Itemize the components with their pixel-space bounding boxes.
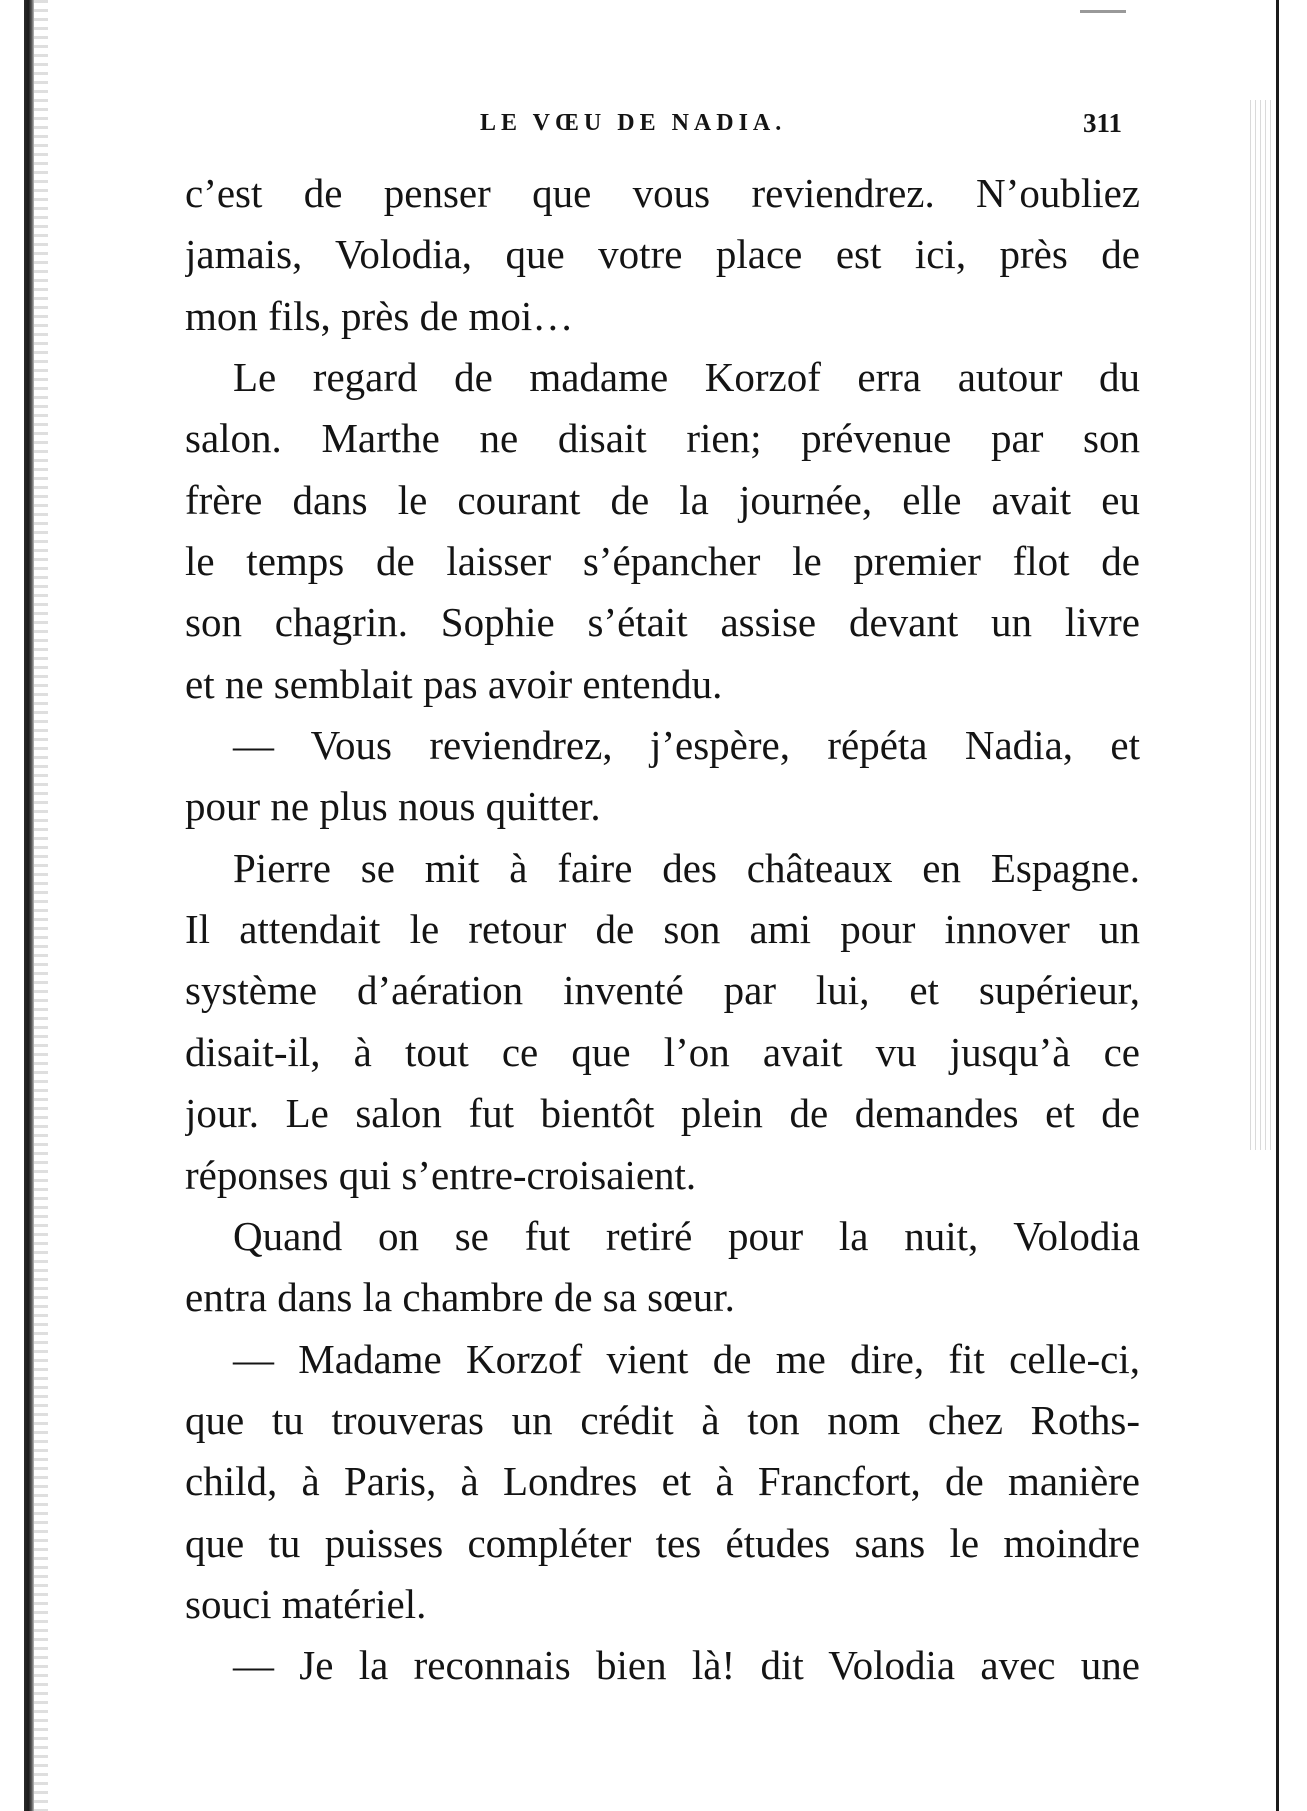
text-line: — Vous reviendrez, j’espère, répéta Nadia, et (233, 722, 1140, 769)
page-edge-line (1276, 0, 1279, 1811)
text-line: c’est de penser que vous reviendrez. N’oubliez (185, 170, 1140, 216)
text-line: — Je la reconnais bien là! dit Volodia avec une (233, 1642, 1140, 1689)
text-line: mon fils, près de moi… (185, 292, 574, 339)
page-edge-speckle (1250, 100, 1272, 1150)
page-number: 311 (1083, 108, 1123, 138)
text-line: que tu trouveras un crédit à ton nom chez Roths- (185, 1396, 1140, 1443)
text-line: salon. Marthe ne disait rien; prévenue par son (185, 415, 1140, 462)
text-line: jamais, Volodia, que votre place est ici, près de (185, 231, 1140, 278)
text-line: pour ne plus nous quitter. (185, 783, 601, 830)
text-line: — Madame Korzof vient de me dire, fit celle-ci, (233, 1335, 1140, 1382)
text-line: Le regard de madame Korzof erra autour du (233, 354, 1140, 401)
text-line: souci matériel. (185, 1580, 427, 1627)
scan-speck (1080, 10, 1126, 13)
text-line: frère dans le courant de la journée, elle avait eu (185, 476, 1140, 523)
text-line: jour. Le salon fut bientôt plein de demandes et de (185, 1090, 1140, 1137)
text-line: son chagrin. Sophie s’était assise devant un livre (185, 599, 1140, 646)
text-line: child, à Paris, à Londres et à Francfort, de manière (185, 1458, 1140, 1505)
text-line: Quand on se fut retiré pour la nuit, Volodia (233, 1212, 1140, 1259)
text-line: réponses qui s’entre-croisaient. (185, 1151, 697, 1198)
body-text (185, 163, 1140, 1697)
text-line: système d’aération inventé par lui, et supérieur, (185, 967, 1140, 1014)
text-line: Pierre se mit à faire des châteaux en Espagne. (233, 844, 1140, 891)
text-line: disait-il, à tout ce que l’on avait vu jusqu’à ce (185, 1028, 1140, 1075)
text-line: le temps de laisser s’épancher le premier flot de (185, 538, 1140, 585)
text-line: entra dans la chambre de sa sœur. (185, 1274, 735, 1321)
book-gutter (24, 0, 34, 1811)
text-line: que tu puisses compléter tes études sans le moindre (185, 1519, 1140, 1566)
running-head: LE VŒU DE NADIA. (480, 110, 787, 136)
gutter-shadow (34, 0, 48, 1811)
text-line: et ne semblait pas avoir entendu. (185, 660, 723, 707)
text-line: Il attendait le retour de son ami pour innover un (185, 906, 1140, 953)
